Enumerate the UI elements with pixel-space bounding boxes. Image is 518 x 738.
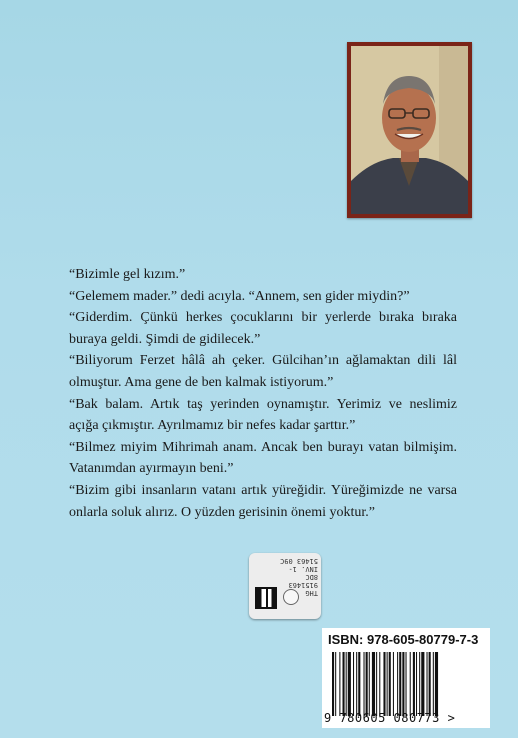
barcode-bar bbox=[387, 652, 388, 716]
excerpt-paragraph: “Bizim gibi insanların vatanı artık yüreğidir. Yüreğimizde ne varsa onlarla soluk alırız. O yüzden gerisinin önemi yoktur.” bbox=[69, 482, 457, 520]
isbn-label: ISBN: 978-605-80779-7-3 bbox=[328, 632, 479, 647]
barcode-bar bbox=[413, 652, 415, 716]
barcode-bar bbox=[335, 652, 336, 716]
barcode-icon bbox=[324, 652, 488, 716]
excerpt-paragraph: “Bizimle gel kızım.” bbox=[69, 267, 186, 282]
barcode-bar bbox=[393, 652, 394, 716]
barcode-bar bbox=[389, 652, 391, 716]
excerpt-text bbox=[69, 264, 457, 523]
barcode-bar bbox=[353, 652, 354, 716]
barcode-bar bbox=[397, 652, 398, 716]
excerpt-paragraph: “Bak balam. Artık taş yerinden oynamıştır. Yerimiz ve neslimiz açığa çıkmıştır. Ayrılmamız bir nefes kadar şarttır.” bbox=[69, 396, 457, 434]
barcode-bar bbox=[364, 652, 365, 716]
barcode-bar bbox=[433, 652, 434, 716]
barcode-bar bbox=[348, 652, 351, 716]
qr-code-icon bbox=[255, 587, 277, 609]
barcode-bar bbox=[427, 652, 428, 716]
barcode-bar bbox=[429, 652, 431, 716]
sticker-line: 9151463 bbox=[288, 581, 318, 589]
barcode-bar bbox=[399, 652, 401, 716]
barcode-bar bbox=[358, 652, 360, 716]
barcode-bar bbox=[410, 652, 411, 716]
author-photo-frame bbox=[347, 42, 472, 218]
barcode-digits: 9 780605 080773 > bbox=[324, 711, 456, 725]
barcode-bar bbox=[356, 652, 357, 716]
barcode-bar bbox=[402, 652, 404, 716]
barcode-bar bbox=[421, 652, 424, 716]
sticker-line: 8DC bbox=[305, 573, 318, 581]
barcode-bar bbox=[419, 652, 420, 716]
sticker-line: THG bbox=[305, 589, 318, 597]
barcode-bar bbox=[406, 652, 407, 716]
barcode-bar bbox=[343, 652, 345, 716]
barcode-bar bbox=[369, 652, 370, 716]
barcode-bar bbox=[332, 652, 334, 716]
barcode-bar bbox=[416, 652, 417, 716]
barcode-bar bbox=[435, 652, 438, 716]
excerpt-paragraph: “Gelemem mader.” dedi acıyla. “Annem, sen gider miydin?” bbox=[69, 288, 410, 304]
barcode-bar bbox=[346, 652, 347, 716]
excerpt-paragraph: “Giderdim. Çünkü herkes çocuklarını bir yerlerde bıraka bıraka buraya geldi. Şimdi de gidilecek.” bbox=[69, 310, 457, 347]
barcode-bar bbox=[376, 652, 377, 716]
excerpt-paragraph: “Biliyorum Ferzet hâlâ ah çeker. Gülcihan’ın ağlamaktan dili lâl olmuştur. Ama gene de ben kalmak istiyorum.” bbox=[69, 353, 457, 390]
barcode-bar bbox=[372, 652, 375, 716]
author-photo bbox=[351, 46, 468, 214]
sticker-line: INV. 1-51463 09C bbox=[280, 557, 318, 573]
isbn-barcode-block bbox=[322, 628, 490, 728]
author-portrait-illustration bbox=[351, 46, 468, 214]
library-sticker bbox=[249, 553, 321, 619]
barcode-bar bbox=[366, 652, 368, 716]
barcode-bar bbox=[339, 652, 340, 716]
barcode-bar bbox=[383, 652, 385, 716]
excerpt-paragraph: “Bilmez miyim Mihrimah anam. Ancak ben burayı vatan bilmişim. Vatanımdan ayırmayın beni.” bbox=[69, 439, 457, 477]
circle-icon bbox=[283, 589, 299, 605]
barcode-bar bbox=[379, 652, 380, 716]
